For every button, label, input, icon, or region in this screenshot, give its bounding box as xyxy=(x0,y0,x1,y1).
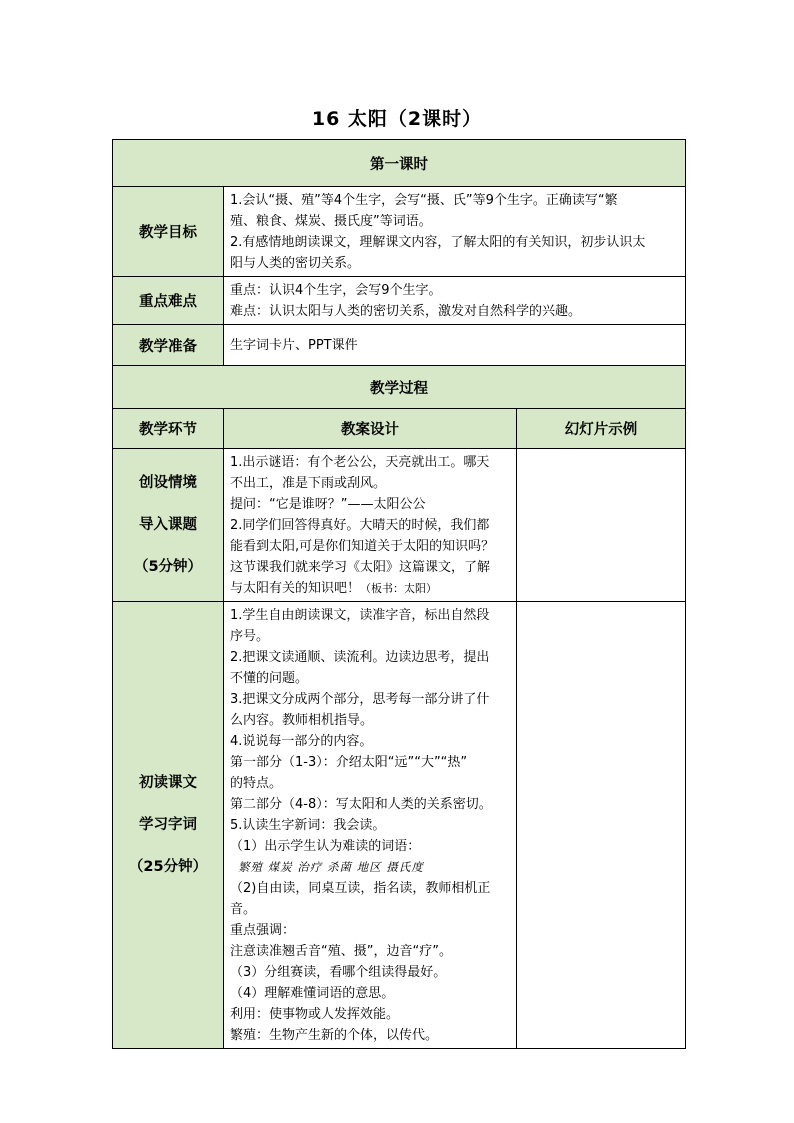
section2-line: 2.把课文读通顺、读流利。边读边思考，提出 xyxy=(230,650,490,665)
section1-line: 这节课我们就来学习《太阳》这篇课文，了解 xyxy=(230,560,491,575)
section2-content xyxy=(224,602,517,1049)
section1-line: 能看到太阳,可是你们知道关于太阳的知识吗？ xyxy=(230,539,495,554)
section2-line: 利用：使事物或人发挥效能。 xyxy=(230,1007,400,1022)
section2-line: 1.学生自由朗读课文，读准字音，标出自然段 xyxy=(230,608,490,623)
key-points-content xyxy=(224,277,686,325)
difficulty-line: 难点：认识太阳与人类的密切关系，激发对自然科学的兴趣。 xyxy=(230,304,582,319)
section2-line: 不懂的问题。 xyxy=(230,671,309,686)
section2-line: 么内容。教师相机指导。 xyxy=(230,713,374,728)
section2-line: 的特点。 xyxy=(230,776,283,791)
section2-line: 第一部分（1-3）：介绍太阳“远”“大”“热” xyxy=(230,755,468,770)
section2-line: 音。 xyxy=(230,902,257,917)
column-header-stage: 教学环节 xyxy=(113,409,224,449)
objectives-line: 1.会认“摄、殖”等4个生字，会写“摄、氏”等9个生字。正确读写“繁 xyxy=(230,193,618,208)
section1-content xyxy=(224,449,517,602)
column-header-slides: 幻灯片示例 xyxy=(517,409,686,449)
section1-label-line: 创设情境 xyxy=(139,475,197,491)
objectives-line: 2.有感情地朗读课文，理解课文内容，了解太阳的有关知识，初步认识太 xyxy=(230,235,646,250)
section2-label-line: 学习字词 xyxy=(139,817,197,833)
section1-line xyxy=(230,578,512,599)
section2-line: （1）出示学生认为难读的词语： xyxy=(230,839,421,854)
objectives-line: 殖、粮食、煤炭、摄氏度”等词语。 xyxy=(230,214,432,229)
section2-slide-cell xyxy=(517,602,686,1049)
key-points-label: 重点难点 xyxy=(113,277,224,325)
section2-line: （4）理解难懂词语的意思。 xyxy=(230,986,395,1001)
section2-line: 5.认读生字新词：我会读。 xyxy=(230,818,386,833)
preparation-text: 生字词卡片、PPT课件 xyxy=(230,338,358,353)
section2-duration: （25分钟） xyxy=(128,859,208,875)
section2-line: （2)自由读，同桌互读，指名读，教师相机正 xyxy=(230,881,491,896)
section1-label-line: 导入课题 xyxy=(139,517,197,533)
section2-label xyxy=(113,602,224,1049)
lesson-plan-table xyxy=(112,139,686,1049)
preparation-content xyxy=(224,325,686,366)
blackboard-note: （板书：太阳） xyxy=(360,582,438,595)
section2-line: 注意读准翘舌音“殖、摄”，边音“疗”。 xyxy=(230,944,452,959)
key-point-line: 重点：认识4个生字，会写9个生字。 xyxy=(230,283,442,298)
objectives-label: 教学目标 xyxy=(113,187,224,277)
section2-line: 重点强调： xyxy=(230,923,296,938)
section1-line: 1.出示谜语：有个老公公，天亮就出工。哪天 xyxy=(230,455,490,470)
section2-line: （3）分组赛读，看哪个组读得最好。 xyxy=(230,965,447,980)
section1-line: 2.同学们回答得真好。大晴天的时候，我们都 xyxy=(230,518,490,533)
page-title: 16 太阳（2课时） xyxy=(311,108,483,130)
process-header: 教学过程 xyxy=(113,366,686,409)
section1-duration: （5分钟） xyxy=(133,559,203,575)
preparation-label: 教学准备 xyxy=(113,325,224,366)
section2-line: 序号。 xyxy=(230,629,270,644)
first-lesson-header: 第一课时 xyxy=(113,140,686,187)
section1-line: 提问：“它是谁呀？”——太阳公公 xyxy=(230,497,426,512)
section1-last-text: 与太阳有关的知识吧！ xyxy=(230,581,361,596)
section2-line: 繁殖：生物产生新的个体，以传代。 xyxy=(230,1028,439,1043)
section1-line: 不出工，准是下雨或刮风。 xyxy=(230,476,387,491)
objectives-line: 阳与人类的密切关系。 xyxy=(230,256,361,271)
vocabulary-words: 繁殖 煤炭 治疗 杀菌 地区 摄氏度 xyxy=(238,860,424,874)
objectives-content xyxy=(224,187,686,277)
column-header-design: 教案设计 xyxy=(224,409,517,449)
section2-line: 第二部分（4-8）：写太阳和人类的关系密切。 xyxy=(230,797,492,812)
section2-line: 4.说说每一部分的内容。 xyxy=(230,734,373,749)
section2-label-line: 初读课文 xyxy=(139,775,197,791)
section1-slide-cell xyxy=(517,449,686,602)
section1-label xyxy=(113,449,224,602)
section2-line: 3.把课文分成两个部分，思考每一部分讲了什 xyxy=(230,692,490,707)
